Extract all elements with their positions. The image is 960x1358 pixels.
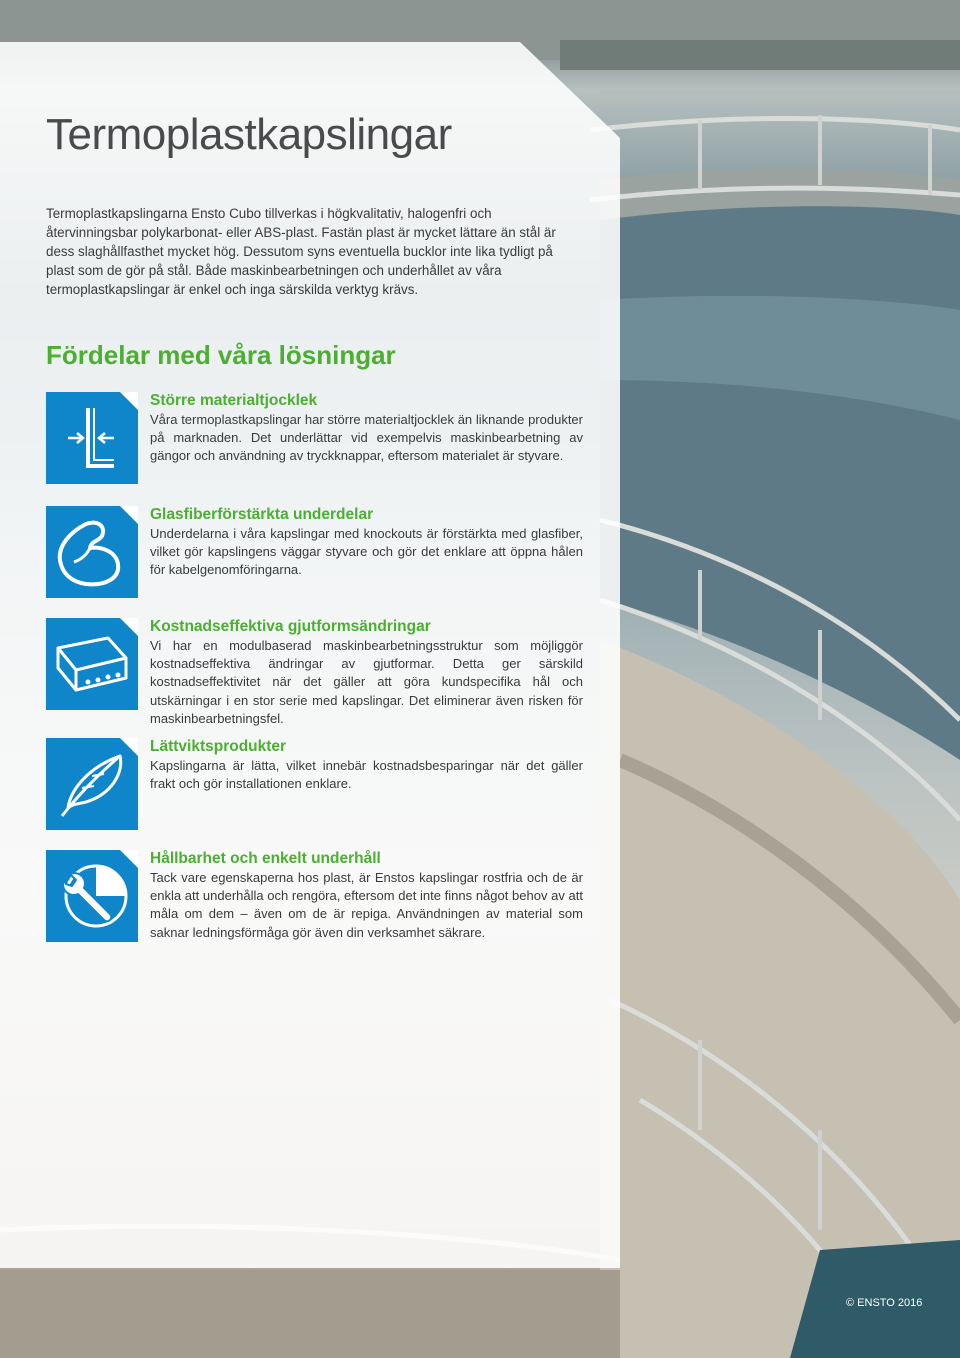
feature-title: Större materialtjocklek [150,392,318,409]
feature-body: Underdelarna i våra kapslingar med knockouts är förstärkta med glasfiber, vilket gör kapslingens väggar styvare och gör det enklare att öppna hålen för kabelgenomföringarna. [150,526,583,578]
gravel [0,1270,620,1358]
icon-fold [120,738,138,756]
feature-body: Tack vare egenskaperna hos plast, är Enstos kapslingar rostfria och de är enkla att underhålla och rengöra, eftersom det inte finns något behov av att måla om dem – även om de är repiga. Användningen av material som saknar ledningsförmåga gör även din verksamhet säkrare. [150,870,583,940]
feature-fiberglass [46,506,586,606]
feature-body: Kapslingarna är lätta, vilket innebär kostnadsbesparingar när det gäller frakt och gör installationen enklare. [150,758,583,792]
copyright: © ENSTO 2016 [846,1297,923,1309]
feature-material-thickness [46,392,586,492]
icon-fold [120,392,138,410]
feature-mold-changes [46,618,586,726]
icon-fold [120,506,138,524]
icon-fold [120,618,138,636]
feather-icon [46,738,138,830]
section-title: Fördelar med våra lösningar [46,340,396,370]
feature-lightweight [46,738,586,838]
feature-body: Vi har en modulbaserad maskinbearbetningsstruktur som möjliggör kostnadseffektiva ändringar av gjutformar. Detta ger särskild kostnadseffektivitet när det gäller att göra kundspecifika hål och utskärningar i en stor serie med kapslingar. Det eliminerar även risken för maskinbearbetningsfel. [150,638,583,726]
feature-durability [46,850,586,950]
icon-fold [120,850,138,868]
feature-title: Hållbarhet och enkelt underhåll [150,850,381,867]
wrench-clock-icon [46,850,138,942]
feature-body: Våra termoplastkapslingar har större materialtjocklek än liknande produkter på marknaden. Det underlättar vid exempelvis maskinbearbetning av gängor och användning av tryckknappar, eftersom materialet är styvare. [150,412,583,464]
feature-title: Glasfiberförstärkta underdelar [150,506,374,523]
intro-paragraph: Termoplastkapslingarna Ensto Cubo tillverkas i högkvalitativ, halogenfri och återvinningsbar polykarbonat- eller ABS-plast. Fastän plast är mycket lättare än stål är dess slaghållfasthet mycket hög. Dessutom syns eventuella bucklor inte lika tydligt på plast som de gör på stål. Både maskinbearbetningen och underhållet av våra termoplastkapslingar är enkel och inga särskilda verktyg krävs. [46,206,556,297]
feature-title: Kostnadseffektiva gjutformsändringar [150,618,431,635]
enclosure-box-icon [46,618,138,710]
material-thickness-icon [46,392,138,484]
railing-top [600,90,960,100]
page-title: Termoplastkapslingar [46,110,452,159]
feature-title: Lättviktsprodukter [150,738,287,755]
flexed-arm-icon [46,506,138,598]
pipe [560,40,960,70]
